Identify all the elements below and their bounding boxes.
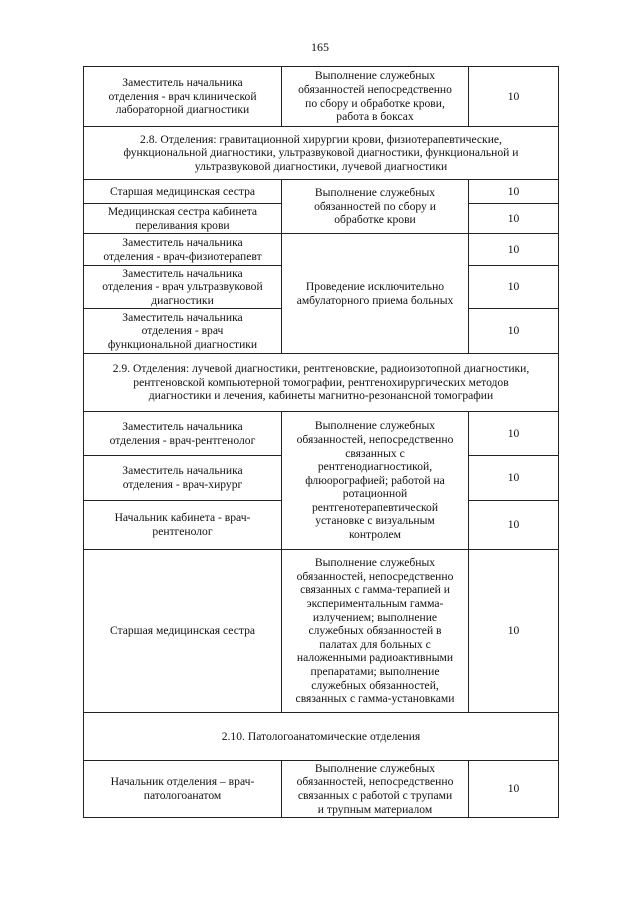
position-cell — [84, 266, 282, 309]
position-cell — [84, 501, 282, 550]
table-row — [84, 412, 559, 456]
position-cell — [84, 234, 282, 266]
text-line: обязанностей по сбору и — [314, 199, 436, 213]
text-line: отделения - врач-рентгенолог — [109, 433, 256, 447]
text-line: Начальник отделения – врач- — [110, 775, 255, 789]
text-line: 2.10. Патологоанатомические отделения — [221, 729, 421, 743]
page-number: 165 — [311, 40, 329, 54]
text-line: патологоанатом — [143, 789, 222, 802]
text-line: Проведение исключительно — [305, 279, 445, 293]
text-line: диагностики и лечения, кабинеты магнитно-резонансной томографии — [148, 389, 494, 403]
text-line: обязанностей, непосредственно — [296, 775, 454, 789]
text-line: отделения - врач-хирург — [122, 478, 243, 491]
text-line: и трупным материалом — [317, 802, 433, 816]
section-heading-row — [84, 713, 559, 761]
value-cell: 10 — [469, 309, 559, 354]
position-cell — [84, 309, 282, 354]
position-cell — [84, 456, 282, 501]
text-line: обработке крови — [334, 213, 416, 227]
position-cell — [84, 67, 282, 127]
text-line: переливания крови — [135, 218, 230, 232]
position-cell — [84, 550, 282, 713]
text-line: наложенными радиоактивными — [296, 651, 454, 665]
value-cell: 10 — [469, 456, 559, 501]
text-line: обязанностей непосредственно — [298, 82, 452, 96]
value-cell: 10 — [469, 204, 559, 234]
value-cell: 10 — [469, 761, 559, 818]
section-heading-row — [84, 127, 559, 180]
text-line: Выполнение служебных — [314, 69, 436, 83]
text-line: контролем — [349, 528, 401, 542]
text-line: функциональной диагностики — [107, 337, 258, 351]
text-line: функциональной диагностики, ультразвуковой диагностики, функциональной и — [123, 146, 519, 160]
text-line: 2.9. Отделения: лучевой диагностики, рентгеновские, радиоизотопной диагностики, — [112, 362, 530, 376]
position-cell — [84, 761, 282, 818]
text-line: Выполнение служебных — [314, 186, 436, 200]
duty-cell — [282, 761, 469, 818]
table-row — [84, 180, 559, 204]
value-cell: 10 — [469, 501, 559, 550]
text-line: связанных с — [345, 446, 405, 460]
text-line: лабораторной диагностики — [115, 103, 250, 117]
text-line: Заместитель начальника — [122, 266, 243, 280]
text-line: Заместитель начальника — [122, 464, 243, 478]
table-row — [84, 234, 559, 266]
value-cell: 10 — [469, 67, 559, 127]
text-line: обязанностей, непосредственно — [296, 432, 454, 446]
text-line: по сбору и обработке крови, — [305, 96, 445, 110]
position-cell — [84, 204, 282, 234]
text-line: Заместитель начальника — [122, 310, 243, 324]
section-heading-2-8 — [84, 127, 559, 180]
position-cell — [84, 412, 282, 456]
text-line: отделения - врач-физиотерапевт — [103, 249, 262, 263]
table-row — [84, 761, 559, 818]
text-line: Начальник кабинета - врач- — [114, 511, 251, 525]
text-line: 2.8. Отделения: гравитационной хирургии крови, физиотерапевтические, — [140, 132, 502, 146]
text-line: Выполнение служебных — [314, 556, 436, 570]
section-heading-row — [84, 354, 559, 412]
text-line: отделения - врач ультразвуковой — [102, 280, 263, 294]
text-line: рентгенолог — [152, 525, 213, 538]
text-line: амбулаторного приема больных — [296, 293, 454, 307]
text-line: Заместитель начальника — [122, 235, 243, 249]
text-line: связанных с работой с трупами — [297, 789, 453, 802]
value-cell: 10 — [469, 550, 559, 713]
text-line: палатах для больных с — [319, 637, 431, 651]
table-row — [84, 550, 559, 713]
text-line: экспериментальным гамма- — [306, 597, 444, 611]
text-line: диагностики — [151, 293, 214, 307]
text-line: служебных обязанностей, — [311, 678, 439, 692]
section-heading-2-9 — [84, 354, 559, 412]
text-line: рентгеновской компьютерной томографии, рентгенохирургических методов — [133, 375, 509, 389]
duty-cell — [282, 67, 469, 127]
value-cell: 10 — [469, 412, 559, 456]
value-cell: 10 — [469, 266, 559, 309]
text-line: излучением; выполнение — [312, 610, 438, 624]
text-line: Медицинская сестра кабинета — [107, 204, 258, 218]
text-line: связанных с гамма-терапией и — [300, 583, 450, 597]
text-line: рентгенотерапевтической — [311, 500, 439, 514]
text-line: Заместитель начальника — [122, 76, 243, 90]
text-line: установке с визуальным — [315, 514, 435, 528]
text-line: флюорографией; работой на — [305, 473, 445, 487]
duty-cell — [282, 412, 469, 550]
text-line: ротационной — [342, 487, 408, 501]
text-line: препаратами; выполнение — [310, 664, 440, 678]
text-line: Старшая медицинская сестра — [109, 184, 256, 198]
text-line: отделения - врач клинической — [108, 89, 257, 103]
table-row — [84, 67, 559, 127]
value-cell: 10 — [469, 180, 559, 204]
text-line: Заместитель начальника — [122, 419, 243, 433]
text-line: работа в боксах — [336, 110, 414, 124]
text-line: обязанностей, непосредственно — [296, 569, 454, 583]
text-line: рентгенодиагностикой, — [317, 460, 433, 474]
duty-cell — [282, 180, 469, 234]
text-line: Старшая медицинская сестра — [109, 624, 256, 638]
text-line: связанных с гамма-установками — [295, 692, 455, 706]
allowance-table — [83, 66, 559, 818]
text-line: ультразвуковой диагностики, лучевой диагностики — [194, 159, 448, 173]
value-cell: 10 — [469, 234, 559, 266]
section-heading-2-10 — [84, 713, 559, 761]
text-line: служебных обязанностей в — [308, 624, 442, 638]
duty-cell — [282, 550, 469, 713]
text-line: Выполнение служебных — [314, 761, 436, 775]
text-line: Выполнение служебных — [314, 419, 436, 433]
position-cell — [84, 180, 282, 204]
duty-cell — [282, 234, 469, 354]
text-line: отделения - врач — [141, 324, 224, 338]
